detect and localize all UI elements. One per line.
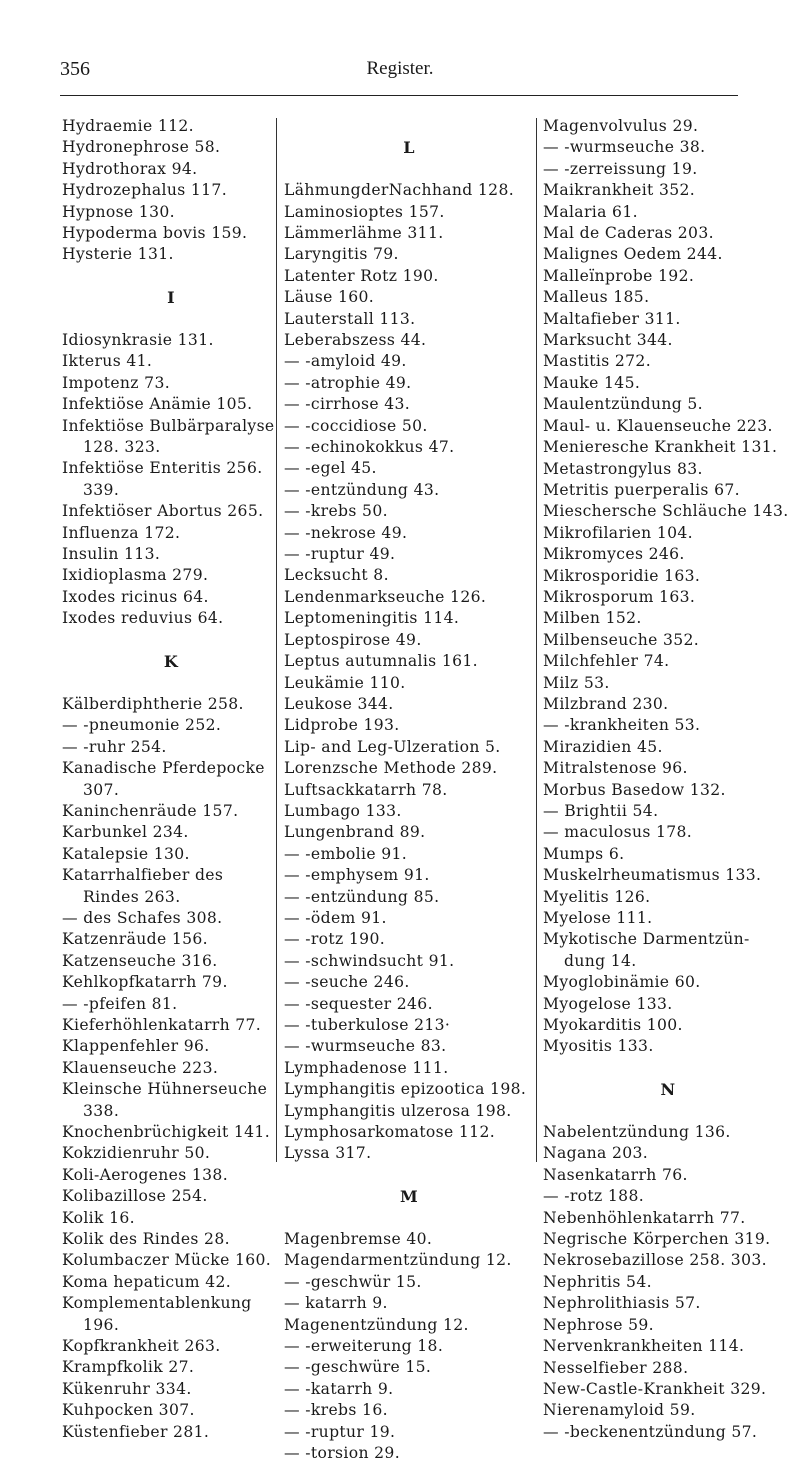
index-entry: — -cirrhose 43. bbox=[284, 395, 411, 414]
index-column-2 bbox=[284, 116, 534, 1465]
index-entry: Ixodes ricinus 64. bbox=[62, 587, 209, 606]
index-entry: — -rotz 188. bbox=[543, 1187, 645, 1206]
index-entry: Kleinsche Hühnerseuche 338. bbox=[62, 1080, 268, 1120]
header-rule bbox=[60, 95, 738, 96]
index-entry: Magenvolvulus 29. bbox=[543, 117, 699, 135]
index-entry: — -coccidiose 50. bbox=[284, 416, 428, 435]
index-entry: Luftsackkatarrh 78. bbox=[284, 780, 448, 799]
index-entry: Lymphadenose 111. bbox=[284, 1058, 449, 1077]
index-entry: — -amyloid 49. bbox=[284, 352, 407, 371]
index-entry: — -wurmseuche 83. bbox=[284, 1037, 447, 1056]
index-entry: Mykotische Darmentzün- dung 14. bbox=[543, 930, 750, 970]
index-entry: — -emphysem 91. bbox=[284, 866, 430, 885]
index-entry: Kükenruhr 334. bbox=[62, 1379, 192, 1398]
index-entry: Lumbago 133. bbox=[284, 801, 402, 820]
index-entry: — -ruhr 254. bbox=[62, 737, 167, 756]
index-entry: Malleïnprobe 192. bbox=[543, 266, 695, 285]
index-entry: Lorenzsche Methode 289. bbox=[284, 759, 498, 778]
index-entry: Myoglobinämie 60. bbox=[543, 973, 701, 992]
index-entry: — -echinokokkus 47. bbox=[284, 438, 455, 457]
index-entry: Nekrosebazillose 258. 303. bbox=[543, 1251, 767, 1270]
index-entry: Nabelentzündung 136. bbox=[543, 1123, 731, 1142]
index-entry: Milben 152. bbox=[543, 609, 642, 628]
index-entry: New-Castle-Krankheit 329. bbox=[543, 1379, 767, 1398]
index-entry: Nesselfieber 288. bbox=[543, 1358, 689, 1377]
section-letter: L bbox=[403, 138, 415, 158]
index-entry: Hypnose 130. bbox=[62, 202, 175, 221]
index-entry: Mirazidien 45. bbox=[543, 737, 663, 756]
index-entry: Lip- and Leg-Ulzeration 5. bbox=[284, 737, 501, 756]
index-entry: Lendenmarkseuche 126. bbox=[284, 587, 487, 606]
index-entry: Lecksucht 8. bbox=[284, 566, 389, 585]
index-entry: — -krebs 16. bbox=[284, 1401, 388, 1420]
index-entry: Kaninchenräude 157. bbox=[62, 801, 239, 820]
index-entry: Nephrose 59. bbox=[543, 1315, 654, 1334]
index-entry: Myelitis 126. bbox=[543, 887, 651, 906]
index-entry: Nagana 203. bbox=[543, 1144, 649, 1163]
index-entry: Infektiöse Enteritis 256. 339. bbox=[62, 459, 263, 499]
index-entry: Morbus Basedow 132. bbox=[543, 780, 726, 799]
index-entry: Kolibazillose 254. bbox=[62, 1187, 208, 1206]
index-entry: — -tuberkulose 213· bbox=[284, 1016, 451, 1035]
index-entry: Magenbremse 40. bbox=[284, 1230, 433, 1249]
index-entry: Leptus autumnalis 161. bbox=[284, 652, 478, 671]
index-entry: Myokarditis 100. bbox=[543, 1016, 683, 1035]
index-entry: — -geschwüre 15. bbox=[284, 1358, 432, 1377]
index-entry: Mumps 6. bbox=[543, 844, 625, 863]
index-entry: Koma hepaticum 42. bbox=[62, 1272, 232, 1291]
index-entry: Hydronephrose 58. bbox=[62, 138, 221, 157]
index-entry: Maltafieber 311. bbox=[543, 309, 681, 328]
index-entry: Magendarmentzündung 12. bbox=[284, 1251, 512, 1270]
index-entry: Mauke 145. bbox=[543, 373, 641, 392]
index-entry: Leberabszess 44. bbox=[284, 331, 427, 350]
index-entry: Lidprobe 193. bbox=[284, 716, 400, 735]
index-entry: Malleus 185. bbox=[543, 288, 650, 307]
index-entry: Infektiöse Bulbärparalyse 128. 323. bbox=[62, 416, 275, 457]
index-entry: Krampfkolik 27. bbox=[62, 1358, 195, 1377]
page-number: 356 bbox=[60, 58, 90, 80]
index-entry: Metastrongylus 83. bbox=[543, 459, 703, 478]
index-entry: Nebenhöhlenkatarrh 77. bbox=[543, 1208, 746, 1227]
index-entry: — -krankheiten 53. bbox=[543, 716, 701, 735]
index-column-1 bbox=[62, 116, 280, 1443]
index-entry: Myositis 133. bbox=[543, 1037, 654, 1056]
index-entry: Myelose 111. bbox=[543, 909, 653, 928]
index-entry: Milbenseuche 352. bbox=[543, 630, 700, 649]
index-entry: Mitralstenose 96. bbox=[543, 759, 688, 778]
index-entry: Marksucht 344. bbox=[543, 331, 673, 350]
index-entry: Hydraemie 112. bbox=[62, 117, 194, 135]
index-entry: Kälberdiphtherie 258. bbox=[62, 694, 244, 713]
index-entry: Ikterus 41. bbox=[62, 352, 153, 371]
index-entry: Komplementablenkung 196. bbox=[62, 1294, 252, 1334]
index-entry: Mikromyces 246. bbox=[543, 545, 685, 564]
index-entry: Menieresche Krankheit 131. bbox=[543, 438, 778, 457]
index-entry: Kieferhöhlenkatarrh 77. bbox=[62, 1015, 262, 1034]
index-entry: Nephritis 54. bbox=[543, 1272, 652, 1291]
index-entry: Milzbrand 230. bbox=[543, 694, 669, 713]
index-entry: Kuhpocken 307. bbox=[62, 1401, 195, 1420]
index-entry: Ixodes reduvius 64. bbox=[62, 609, 224, 628]
index-entry: Kolumbaczer Mücke 160. bbox=[62, 1251, 272, 1270]
index-entry: — -nekrose 49. bbox=[284, 523, 408, 542]
index-entry: — maculosus 178. bbox=[543, 823, 693, 842]
index-entry: — -pfeifen 81. bbox=[62, 994, 178, 1013]
index-entry: Impotenz 73. bbox=[62, 373, 171, 392]
index-entry: Metritis puerperalis 67. bbox=[543, 480, 740, 499]
index-entry: Kanadische Pferdepocke 307. bbox=[62, 759, 265, 799]
index-entry: Maikrankheit 352. bbox=[543, 181, 696, 200]
section-letter: K bbox=[163, 652, 179, 672]
index-entry: Läuse 160. bbox=[284, 288, 375, 307]
index-entry: Hypoderma bovis 159. bbox=[62, 224, 248, 243]
section-letter: I bbox=[167, 288, 175, 308]
index-entry: — -seuche 246. bbox=[284, 973, 410, 992]
index-entry: — -geschwür 15. bbox=[284, 1272, 422, 1291]
index-entry: — -ödem 91. bbox=[284, 908, 387, 927]
index-entry: Lymphosarkomatose 112. bbox=[284, 1123, 496, 1142]
index-entry: Leptomeningitis 114. bbox=[284, 609, 460, 628]
index-entry: — -wurmseuche 38. bbox=[543, 138, 706, 157]
index-entry: Negrische Körperchen 319. bbox=[543, 1230, 771, 1249]
section-letter: M bbox=[399, 1187, 419, 1207]
section-letter: N bbox=[660, 1080, 676, 1100]
index-entry: — -beckenentzündung 57. bbox=[543, 1422, 758, 1441]
index-entry: — -ruptur 49. bbox=[284, 545, 396, 564]
index-entry: Klappenfehler 96. bbox=[62, 1037, 210, 1056]
index-entry: Mal de Caderas 203. bbox=[543, 224, 714, 243]
index-entry: Knochenbrüchigkeit 141. bbox=[62, 1123, 271, 1141]
index-entry: Influenza 172. bbox=[62, 523, 181, 542]
index-entry: Leukose 344. bbox=[284, 694, 394, 713]
index-entry: Mikrosporidie 163. bbox=[543, 566, 701, 585]
index-entry: Koli-Aerogenes 138. bbox=[62, 1165, 229, 1184]
index-entry: Lymphangitis epizootica 198. bbox=[284, 1080, 527, 1099]
index-entry: Idiosynkrasie 131. bbox=[62, 331, 214, 350]
index-entry: — -katarrh 9. bbox=[284, 1379, 394, 1398]
index-entry: — Brightii 54. bbox=[543, 802, 659, 820]
index-entry: Katzenseuche 316. bbox=[62, 951, 218, 970]
index-entry: Kolik 16. bbox=[62, 1208, 135, 1227]
column-divider-1 bbox=[276, 118, 277, 1162]
index-entry: Milchfehler 74. bbox=[543, 652, 670, 671]
index-entry: Myogelose 133. bbox=[543, 994, 673, 1013]
index-entry: — -torsion 29. bbox=[284, 1444, 401, 1463]
page-header bbox=[60, 58, 740, 94]
index-entry: — -pneumonie 252. bbox=[62, 716, 222, 735]
index-column-3 bbox=[543, 116, 793, 1443]
index-entry: Maul- u. Klauenseuche 223. bbox=[543, 416, 773, 435]
index-entry: Insulin 113. bbox=[62, 545, 161, 564]
index-entry: Kolik des Rindes 28. bbox=[62, 1230, 230, 1249]
index-entry: — -sequester 246. bbox=[284, 994, 433, 1013]
index-entry: Hydrothorax 94. bbox=[62, 159, 198, 178]
index-entry: — -entzündung 43. bbox=[284, 480, 440, 499]
index-entry: Kopfkrankheit 263. bbox=[62, 1337, 221, 1356]
index-entry: Malignes Oedem 244. bbox=[543, 245, 723, 264]
index-entry: Lungenbrand 89. bbox=[284, 823, 426, 842]
index-entry: Leukämie 110. bbox=[284, 673, 406, 692]
index-entry: Lämmerlähme 311. bbox=[284, 223, 444, 242]
index-entry: Karbunkel 234. bbox=[62, 823, 189, 842]
index-entry: Latenter Rotz 190. bbox=[284, 266, 439, 285]
index-entry: Katzenräude 156. bbox=[62, 930, 208, 949]
index-entry: — -erweiterung 18. bbox=[284, 1337, 444, 1356]
index-entry: Küstenfieber 281. bbox=[62, 1422, 210, 1441]
index-entry: Lymphangitis ulzerosa 198. bbox=[284, 1101, 512, 1120]
index-entry: Mastitis 272. bbox=[543, 352, 652, 371]
column-divider-2 bbox=[536, 118, 537, 1162]
index-entry: Mieschersche Schläuche 143. bbox=[543, 502, 789, 521]
running-title: Register. bbox=[366, 58, 434, 79]
index-entry: Mikrosporum 163. bbox=[543, 587, 696, 606]
index-entry: Katarrhalfieber des Rindes 263. bbox=[62, 866, 224, 906]
index-entry: Nervenkrankheiten 114. bbox=[543, 1337, 745, 1356]
index-entry: — -schwindsucht 91. bbox=[284, 951, 455, 970]
index-entry: — -atrophie 49. bbox=[284, 373, 412, 392]
index-entry: Lyssa 317. bbox=[284, 1144, 372, 1163]
index-entry: Hydrozephalus 117. bbox=[62, 181, 228, 200]
index-entry: — -zerreissung 19. bbox=[543, 159, 698, 178]
index-entry: Infektiöse Anämie 105. bbox=[62, 395, 253, 414]
index-entry: Lauterstall 113. bbox=[284, 309, 416, 328]
index-entry: Hysterie 131. bbox=[62, 245, 174, 264]
index-entry: — -entzündung 85. bbox=[284, 887, 440, 906]
index-entry: Malaria 61. bbox=[543, 202, 638, 221]
index-entry: Milz 53. bbox=[543, 673, 610, 692]
index-entry: Mikrofilarien 104. bbox=[543, 523, 693, 542]
index-entry: Laminosioptes 157. bbox=[284, 202, 445, 221]
index-entry: — -embolie 91. bbox=[284, 844, 408, 863]
index-entry: Laryngitis 79. bbox=[284, 245, 399, 264]
index-entry: Maulentzündung 5. bbox=[543, 395, 703, 414]
index-entry: Klauenseuche 223. bbox=[62, 1058, 219, 1077]
index-entry: Kehlkopfkatarrh 79. bbox=[62, 973, 228, 992]
index-entry: Nierenamyloid 59. bbox=[543, 1401, 696, 1420]
index-entry: Infektiöser Abortus 265. bbox=[62, 502, 264, 521]
index-entry: — -egel 45. bbox=[284, 459, 377, 478]
index-entry: Ixidioplasma 279. bbox=[62, 566, 209, 585]
index-entry: — -rotz 190. bbox=[284, 930, 386, 949]
index-entry: — des Schafes 308. bbox=[62, 908, 223, 927]
index-entry: LähmungderNachhand 128. bbox=[284, 181, 515, 200]
index-entry: Magenentzündung 12. bbox=[284, 1315, 469, 1334]
index-entry: — katarrh 9. bbox=[284, 1294, 388, 1313]
index-entry: Nephrolithiasis 57. bbox=[543, 1294, 701, 1313]
index-entry: — -ruptur 19. bbox=[284, 1422, 396, 1441]
index-entry: Kokzidienruhr 50. bbox=[62, 1144, 211, 1163]
index-entry: — -krebs 50. bbox=[284, 502, 388, 521]
index-entry: Katalepsie 130. bbox=[62, 844, 190, 863]
index-entry: Leptospirose 49. bbox=[284, 630, 422, 649]
index-entry: Muskelrheumatismus 133. bbox=[543, 866, 762, 885]
index-entry: Nasenkatarrh 76. bbox=[543, 1165, 688, 1184]
